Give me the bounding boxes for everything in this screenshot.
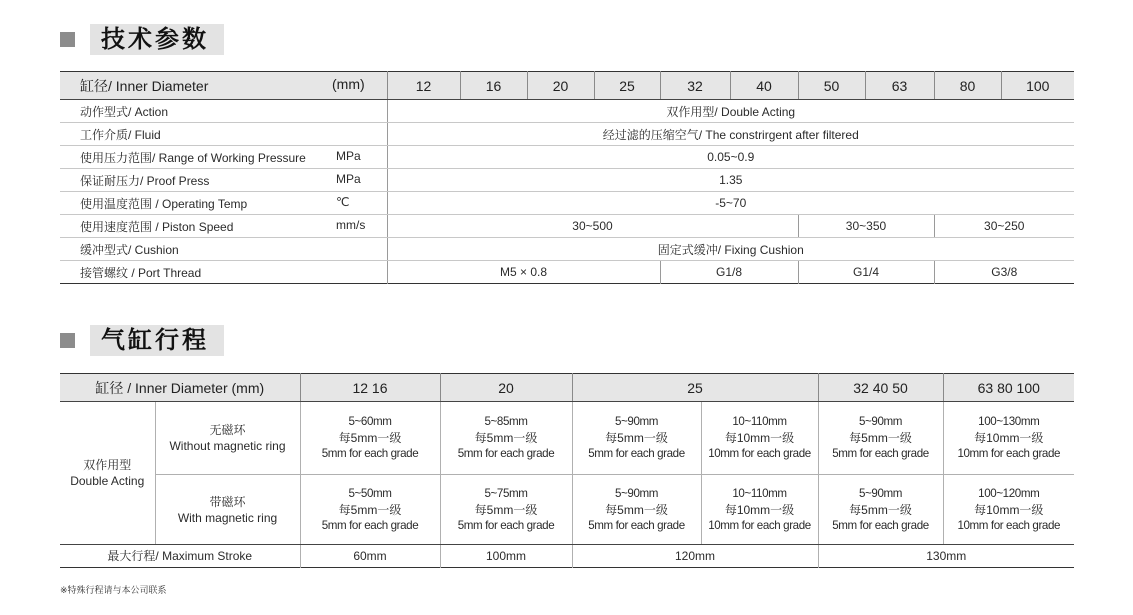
table-row (60, 475, 1074, 545)
row-label: 缸径 / Inner Diameter (mm) (60, 374, 300, 402)
value-cell: G1/4 (798, 261, 934, 284)
size-cell: 32 (660, 72, 730, 100)
size-group-cell: 63 80 100 (943, 374, 1074, 402)
row-label: 缓冲型式/ Cushion (60, 238, 387, 261)
table-row (60, 192, 1074, 215)
value-cell: G1/8 (660, 261, 798, 284)
stroke-cell: 5~50mm 每5mm一级 5mm for each grade (300, 475, 440, 545)
size-cell: 40 (730, 72, 798, 100)
table-row (60, 402, 1074, 475)
section-title: 气缸行程 (90, 325, 224, 356)
stroke-cell: 5~90mm 每5mm一级 5mm for each grade (818, 402, 943, 475)
variant-label: 无磁环 Without magnetic ring (155, 402, 300, 475)
stroke-cell: 100~120mm 每10mm一级 10mm for each grade (943, 475, 1074, 545)
footnote: ※特殊行程请与本公司联系 (60, 586, 167, 596)
value-cell: 0.05~0.9 (387, 146, 1074, 169)
max-stroke-cell: 60mm (300, 545, 440, 568)
row-label: 接管螺纹 / Port Thread (80, 265, 202, 280)
value-cell: 双作用型/ Double Acting (387, 100, 1074, 123)
section-heading-stroke (60, 325, 224, 356)
size-cell: 25 (594, 72, 660, 100)
stroke-cell: 5~90mm 每5mm一级 5mm for each grade (818, 475, 943, 545)
size-cell: 80 (934, 72, 1001, 100)
type-label: 双作用型 Double Acting (60, 402, 155, 545)
table-row (60, 545, 1074, 568)
square-bullet-icon (60, 333, 75, 348)
value-cell: M5 × 0.8 (387, 261, 660, 284)
table-header-row (60, 72, 1074, 100)
table-row (60, 123, 1074, 146)
stroke-cell: 5~60mm 每5mm一级 5mm for each grade (300, 402, 440, 475)
size-group-cell: 25 (572, 374, 818, 402)
value-cell: 固定式缓冲/ Fixing Cushion (387, 238, 1074, 261)
size-cell: 20 (527, 72, 594, 100)
value-cell: -5~70 (387, 192, 1074, 215)
size-cell: 50 (798, 72, 865, 100)
value-cell: 经过滤的压缩空气/ The constrirgent after filtered (387, 123, 1074, 146)
table-row (60, 238, 1074, 261)
value-cell: 30~500 (387, 215, 798, 238)
stroke-cell: 5~75mm 每5mm一级 5mm for each grade (440, 475, 572, 545)
stroke-cell: 5~85mm 每5mm一级 5mm for each grade (440, 402, 572, 475)
table-row (60, 215, 1074, 238)
stroke-cell: 5~90mm 每5mm一级 5mm for each grade (572, 402, 701, 475)
table-row (60, 100, 1074, 123)
stroke-table (60, 373, 1074, 568)
row-label: 使用速度范围 / Piston Speed mm/s (60, 215, 387, 238)
value-cell: 30~250 (934, 215, 1074, 238)
section-heading-tech (60, 24, 224, 55)
value-cell: 1.35 (387, 169, 1074, 192)
section-title: 技术参数 (90, 24, 224, 55)
table-header-row (60, 374, 1074, 402)
stroke-cell: 100~130mm 每10mm一级 10mm for each grade (943, 402, 1074, 475)
size-group-cell: 12 16 (300, 374, 440, 402)
size-cell: 100 (1001, 72, 1074, 100)
size-cell: 12 (387, 72, 460, 100)
row-label: 最大行程/ Maximum Stroke (107, 549, 253, 563)
size-cell: 16 (460, 72, 527, 100)
stroke-cell: 10~110mm 每10mm一级 10mm for each grade (701, 402, 818, 475)
max-stroke-cell: 130mm (818, 545, 1074, 568)
row-label: 保证耐压力/ Proof Press MPa (60, 169, 387, 192)
table-row (60, 146, 1074, 169)
row-label: 使用温度范围 / Operating Temp ℃ (60, 192, 387, 215)
row-label: 缸径/ Inner Diameter (mm) (60, 72, 387, 100)
value-cell: 30~350 (798, 215, 934, 238)
size-cell: 63 (865, 72, 934, 100)
stroke-cell: 5~90mm 每5mm一级 5mm for each grade (572, 475, 701, 545)
table-row (60, 169, 1074, 192)
row-label: 动作型式/ Action (60, 100, 387, 123)
row-label: 工作介质/ Fluid (60, 123, 387, 146)
table-row (60, 261, 1074, 284)
value-cell: G3/8 (934, 261, 1074, 284)
tech-params-table (60, 71, 1074, 284)
max-stroke-cell: 120mm (572, 545, 818, 568)
stroke-cell: 10~110mm 每10mm一级 10mm for each grade (701, 475, 818, 545)
variant-label: 带磁环 With magnetic ring (155, 475, 300, 545)
row-label: 使用压力范围/ Range of Working Pressure MPa (60, 146, 387, 169)
max-stroke-cell: 100mm (440, 545, 572, 568)
square-bullet-icon (60, 32, 75, 47)
size-group-cell: 20 (440, 374, 572, 402)
size-group-cell: 32 40 50 (818, 374, 943, 402)
